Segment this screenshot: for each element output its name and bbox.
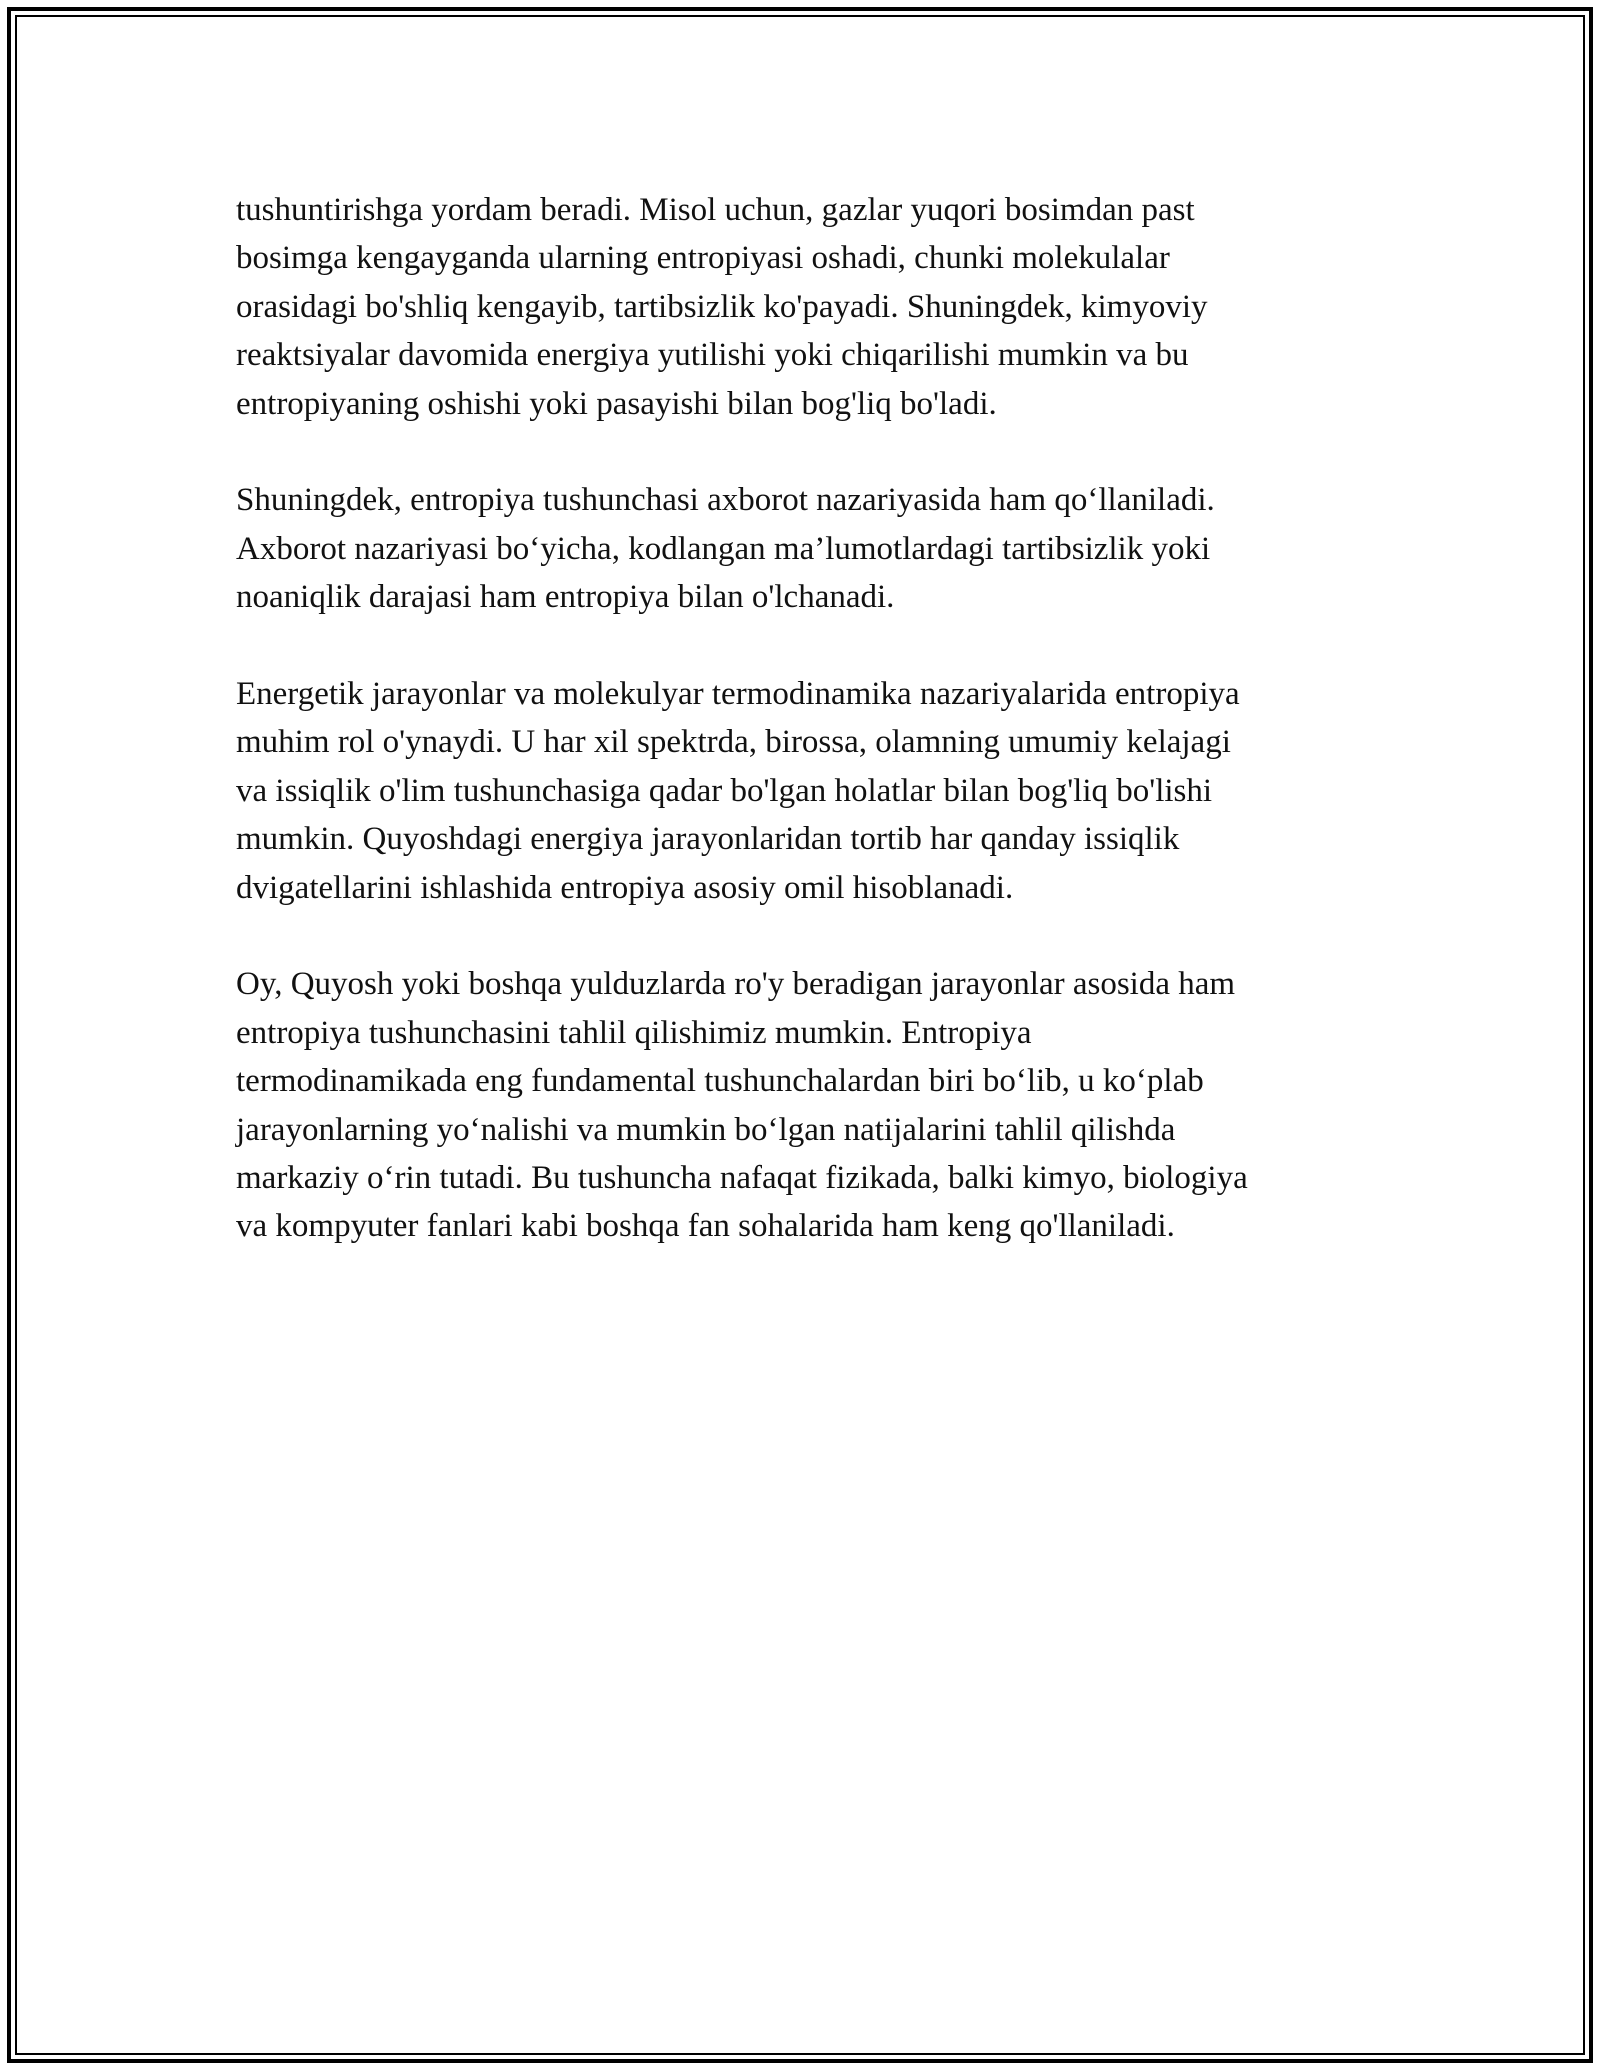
text-line: reaktsiyalar davomida energiya yutilishi yoki chiqarilishi mumkin va bu: [236, 337, 1189, 374]
text-line: muhim rol o'ynaydi. U har xil spektrda, birossa, olamning umumiy kelajagi: [236, 724, 1231, 761]
paragraph-gap: [236, 428, 1386, 476]
text-line: Axborot nazariyasi boʻyicha, kodlangan ma’lumotlardagi tartibsizlik yoki: [236, 530, 1211, 567]
text-line: mumkin. Quyoshdagi energiya jarayonlaridan tortib har qanday issiqlik: [236, 821, 1180, 858]
document-body: [236, 186, 1386, 1251]
paragraph: [236, 670, 1386, 912]
text-line: termodinamikada eng fundamental tushunchalardan biri boʻlib, u koʻplab: [236, 1063, 1204, 1100]
text-line: Energetik jarayonlar va molekulyar termodinamika nazariyalarida entropiya: [236, 676, 1240, 713]
text-line: entropiya tushunchasini tahlil qilishimiz mumkin. Entropiya: [236, 1014, 1032, 1051]
text-line: orasidagi bo'shliq kengayib, tartibsizlik ko'payadi. Shuningdek, kimyoviy: [236, 288, 1208, 325]
text-line: Oy, Quyosh yoki boshqa yulduzlarda ro'y beradigan jarayonlar asosida ham: [236, 966, 1236, 1003]
text-line: Shuningdek, entropiya tushunchasi axborot nazariyasida ham qoʻllaniladi.: [236, 482, 1215, 519]
text-line: va kompyuter fanlari kabi boshqa fan sohalarida ham keng qo'llaniladi.: [236, 1208, 1175, 1245]
paragraph: [236, 186, 1386, 428]
paragraph: [236, 960, 1386, 1250]
text-line: bosimga kengayganda ularning entropiyasi oshadi, chunki molekulalar: [236, 240, 1170, 277]
text-line: jarayonlarning yoʻnalishi va mumkin boʻlgan natijalarini tahlil qilishda: [236, 1111, 1176, 1148]
paragraph: [236, 476, 1386, 621]
text-line: markaziy oʻrin tutadi. Bu tushuncha nafaqat fizikada, balki kimyo, biologiya: [236, 1160, 1248, 1197]
text-line: dvigatellarini ishlashida entropiya asosiy omil hisoblanadi.: [236, 869, 1014, 906]
text-line: va issiqlik o'lim tushunchasiga qadar bo'lgan holatlar bilan bog'liq bo'lishi: [236, 772, 1213, 809]
paragraph-gap: [236, 912, 1386, 960]
text-line: entropiyaning oshishi yoki pasayishi bilan bog'liq bo'ladi.: [236, 385, 997, 422]
text-line: tushuntirishga yordam beradi. Misol uchun, gazlar yuqori bosimdan past: [236, 192, 1195, 228]
paragraph-gap: [236, 622, 1386, 670]
text-line: noaniqlik darajasi ham entropiya bilan o'lchanadi.: [236, 579, 895, 616]
